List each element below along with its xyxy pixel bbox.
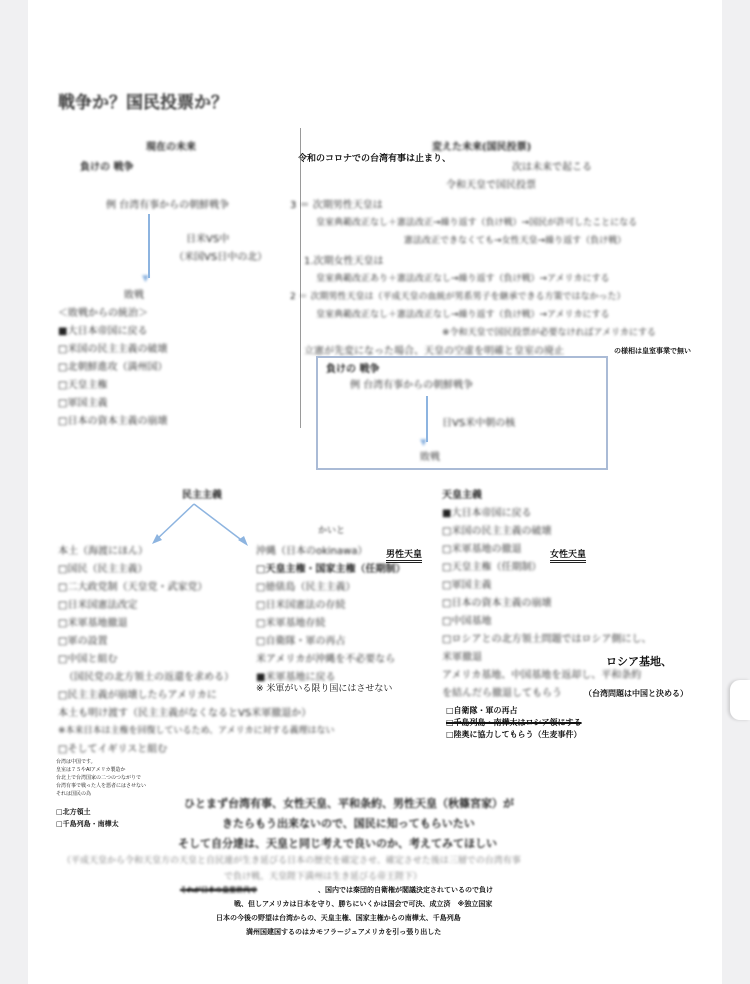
okinawa-line: 沖縄（日本のokinawa）: [256, 546, 368, 557]
right-line: 1.次期女性天皇は: [304, 256, 384, 267]
right-line: 皇室典範改正あり＋憲法改正なし→繰り返す（負け戦）→アメリカにする: [316, 274, 610, 284]
emperor-line: アメリカ基地、中国基地を返却し、平和条約: [442, 670, 642, 681]
okinawa-line: □天皇主権・国家主権（任期制）: [256, 564, 406, 575]
document-page: [28, 0, 722, 984]
left-line: 日米VS中: [186, 234, 230, 245]
right-line: ※令和天皇で国民投票が必要なければアメリカにする: [442, 328, 656, 338]
democracy-header: 民主主義: [182, 490, 222, 501]
emperor-sharp-line: □自衛隊・軍の再占: [446, 706, 518, 715]
left-line: □北朝鮮進攻（満州国）: [58, 362, 168, 373]
left-arrow-line: [148, 214, 150, 278]
left-header: 現在の未来: [146, 142, 196, 153]
left-line: （米国VS日中の北）: [174, 252, 268, 263]
footer-line: 日本の今後の野望は台湾からの、天皇主権、国家主権からの南樺太、千島列島: [216, 914, 461, 922]
emperor-line: ■大日本帝国に戻る: [442, 508, 532, 519]
mainland-line: □日米国憲法改定: [58, 600, 138, 611]
left-line: 負けの 戦争: [80, 162, 134, 173]
russia-base-label: ロシア基地、: [606, 655, 672, 668]
emperor-sharp-line: □陸奥に協力してもらう（生麦事件）: [446, 730, 582, 739]
conclusion-line: そして自分達は、天皇と同じ考えで良いのか、考えてみてほしい: [178, 837, 497, 850]
emperor-line: □中国基地: [442, 616, 492, 627]
mainland-line: □民主主義が崩壊したらアメリカに: [58, 690, 217, 701]
left-line: 敗戦: [124, 290, 144, 301]
box-arrow-line: [426, 396, 428, 442]
okinawa-line: □自衛隊・軍の再占: [256, 636, 346, 647]
footer-strike: それが日本の皇室世代で: [180, 886, 257, 894]
emperor-line: □米軍基地の撤退: [442, 544, 522, 555]
okinawa-line: □米軍基地存続: [256, 618, 326, 629]
okinawa-line: 米アメリカが沖縄を不必要なら: [256, 654, 396, 665]
right-note: 令和のコロナでの台湾有事は止まり、: [298, 154, 452, 164]
mainland-line: □軍の設置: [58, 636, 108, 647]
page-edge-handle: [730, 680, 750, 720]
left-line: □天皇主権: [58, 380, 108, 391]
right-line: 皇室典範改正なし＋憲法改正→繰り返す（負け戦）→国民が許可したことになる: [316, 218, 638, 228]
right-line: 立憲が先変になった場合、天皇の空虚を明確と皇室の廃止: [304, 346, 564, 357]
small-note: □北方領土: [56, 808, 91, 816]
footer-line: 戦、但しアメリカは日本を守り、勝ちにいくかは国会で可決、成立済 ※独立国家: [234, 900, 493, 908]
emperor-line: □米国の民主主義の破壊: [442, 526, 552, 537]
mainland-line: ※本来日本は主権を回復しているため、アメリカに対する義理はない: [58, 726, 335, 736]
branch-arrows: [148, 500, 258, 550]
mainland-line: □米軍基地撤退: [58, 618, 128, 629]
left-line: ■大日本帝国に戻る: [58, 326, 148, 337]
small-note: □千島列島・南樺太: [56, 820, 119, 828]
column-divider: [300, 128, 301, 428]
left-line: □米国の民主主義の破壊: [58, 344, 168, 355]
okinawa-kaito: かいと: [318, 526, 346, 536]
okinawa-line: □日米国憲法の存続: [256, 600, 346, 611]
emperor-sharp-line: □千島列島・南樺太はロシア領にする: [446, 718, 582, 727]
right-line: 次は未来で起こる: [512, 162, 592, 173]
arrow-head: ▼: [142, 274, 149, 284]
emperor-line: を結んだら撤退してもらう: [442, 688, 562, 699]
right-line: 2 ＝ 次期男性天皇は（平成天皇の血統が男系男子を継承できる方策ではなかった）: [290, 292, 626, 302]
okinawa-line: ■米軍基地に戻る: [256, 672, 336, 683]
emperor-line: □軍国主義: [442, 580, 492, 591]
right-header: 変えた未来(国民投票): [432, 142, 532, 153]
box-line: 敗戦: [420, 452, 440, 463]
small-note: 台湾有事で戦った人を悪者にはさせない: [56, 783, 147, 789]
arrow-head: ▼: [420, 438, 427, 448]
left-line: ＜敗戦からの統治＞: [58, 308, 148, 319]
mainland-line: □国民（民主主義）: [58, 564, 148, 575]
footer-line: 満州国建国するのはカモフラージュアメリカを引っ張り出した: [246, 928, 442, 936]
emperor-line: □日本の資本主義の崩壊: [442, 598, 552, 609]
small-note: 皇室は７５やAIアメリカ製造か: [56, 767, 126, 773]
gray-line: （平成天皇から令和天皇方の天皇と自民連が生き延びる日本の歴史を確定させ、確定させた後は三層での台湾有事: [62, 856, 521, 866]
box-line: 日VS米中朝の核: [442, 418, 516, 429]
female-emperor-label: 女性天皇: [550, 550, 586, 563]
emperor-line: □天皇主権（任期制）: [442, 562, 542, 573]
left-line: □軍国主義: [58, 398, 108, 409]
right-line: 憲法改正できなくても→女性天皇→繰り返す（負け戦）: [404, 236, 627, 246]
okinawa-line: □徳俵島（民主主義）: [256, 582, 356, 593]
emperor-header: 天皇主義: [442, 490, 482, 501]
emperor-line: 米軍撤退: [442, 652, 482, 663]
conclusion-line: ひとまず台湾有事、女性天皇、平和条約、男性天皇（秋篠宮家）が: [184, 797, 514, 810]
mainland-line: 本土も明け渡す（民主主義がなくなるとVS米軍撤退か）: [58, 708, 312, 719]
mainland-line: （国民党の北方領土の返還を求める）: [64, 672, 234, 683]
emperor-line: □ロシアとの北方領土問題ではロシア側にし、: [442, 634, 652, 645]
taiwan-china-note: （台湾問題は中国と決める）: [584, 689, 688, 698]
mainland-line: 本土（海渡にほん）: [58, 546, 148, 557]
left-line: □日本の資本主義の崩壊: [58, 416, 168, 427]
okinawa-note: ※ 米軍がいる限り国にはさせない: [256, 684, 393, 694]
mainland-line: □そしてイギリスと組む: [58, 744, 168, 755]
small-note: 台北上で台湾国家の二つのつながりで: [56, 775, 142, 781]
left-line: 例 台湾有事からの朝鮮戦争: [106, 200, 230, 211]
conclusion-line: きたらもう出来ないので、国民に知ってもらいたい: [222, 817, 475, 830]
box-line: 負けの 戦争: [326, 364, 380, 375]
gray-line: で負け戦、天皇陛下満州は生き延びる帝王陛下）: [224, 872, 423, 882]
small-note: それは国民の為: [56, 791, 92, 797]
mainland-line: □二大政党制（天皇党・武家党）: [58, 582, 208, 593]
box-line: 例 台湾有事からの朝鮮戦争: [350, 380, 474, 391]
right-line: の様相は皇室事業で無い: [614, 347, 691, 355]
right-line: 皇室典範改正なし＋憲法改正なし→繰り返す（負け戦）→アメリカにする: [316, 310, 610, 320]
small-note: 台湾は中国です。: [56, 759, 96, 765]
mainland-line: □中国と組む: [58, 654, 118, 665]
male-emperor-label: 男性天皇: [386, 550, 422, 563]
right-line: 令和天皇で国民投票: [446, 180, 536, 191]
page-title: 戦争か？国民投票か？: [58, 93, 228, 113]
footer-line: 、国内では秦団的自衛権が閣議決定されているので負け: [318, 886, 493, 894]
right-line: 3 ＝ 次期男性天皇は: [290, 200, 383, 211]
